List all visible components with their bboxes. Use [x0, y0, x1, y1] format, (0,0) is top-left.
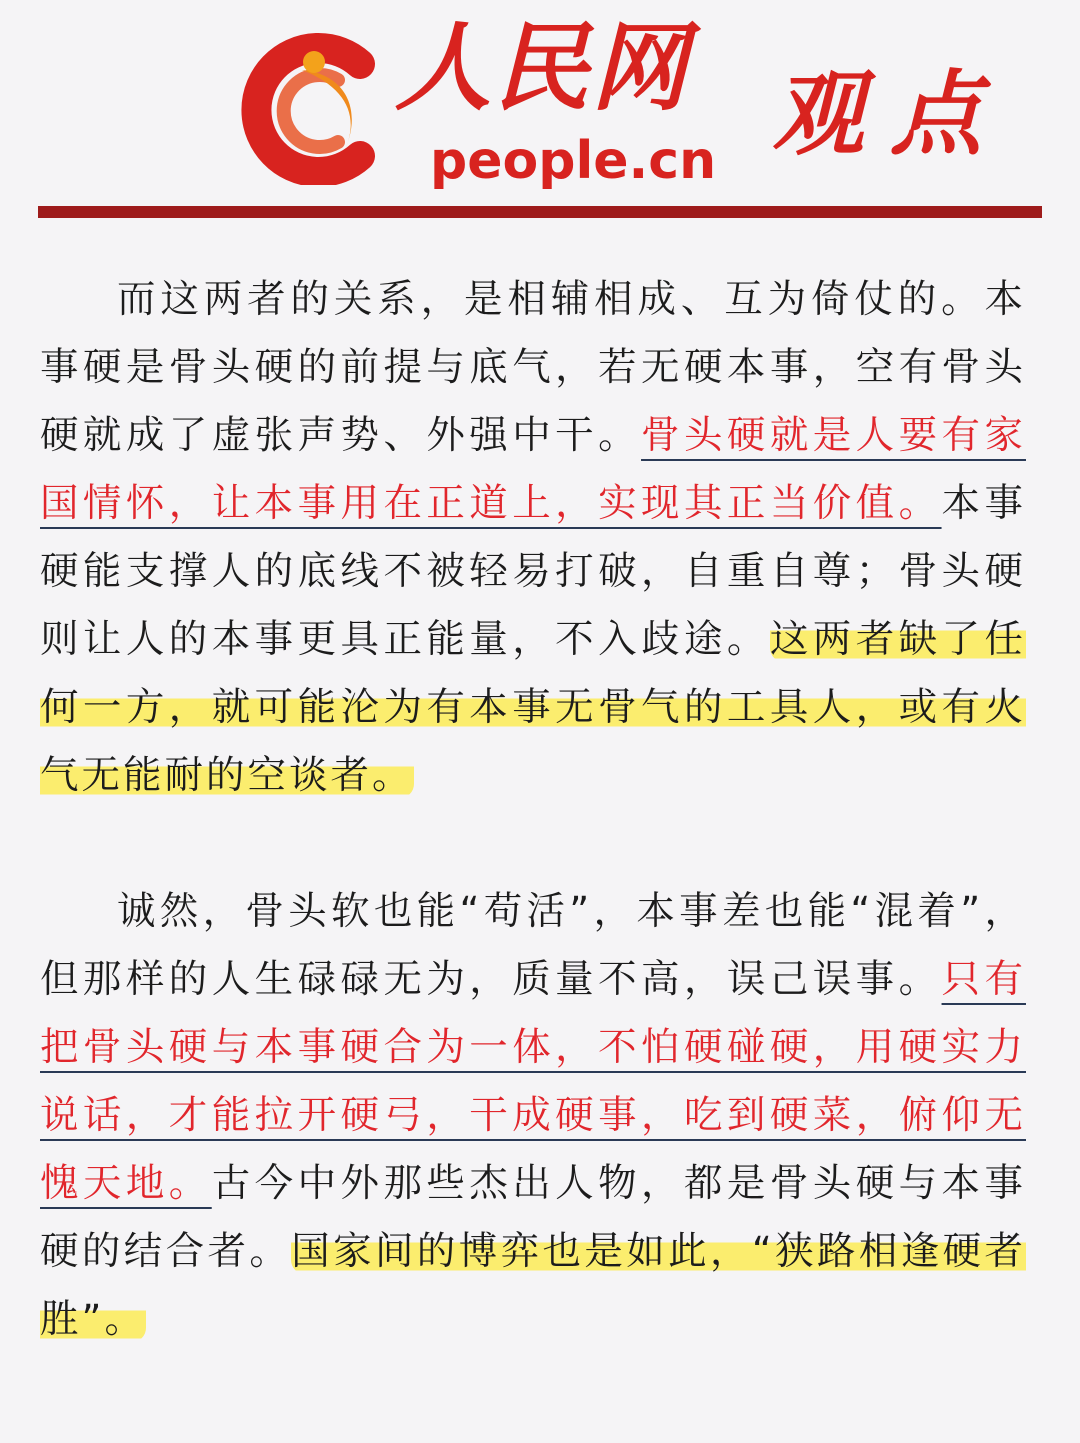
paragraph-2-emphasis: 只有把骨头硬与本事硬合为一体，不怕硬碰硬，用硬实力说话，才能拉开硬弓，干成硬事，吃到硬菜，俯仰无愧天地。 [40, 957, 1026, 1206]
header [0, 0, 1080, 220]
logo-wordmark-cn: 人民网 [395, 11, 689, 124]
paragraph-1-text-2: 本事硬能支撑人的底线不被轻易打破，自重自尊；骨头硬则让人的本事更具正能量，不入歧途。 [40, 481, 1026, 662]
paragraph-1 [40, 266, 1026, 810]
paragraph-1-emphasis: 骨头硬就是人要有家国情怀，让本事用在正道上，实现其正当价值。 [40, 413, 1026, 526]
section-title: 观点 [772, 60, 1009, 168]
paragraph-2-text: 诚然，骨头软也能“苟活”，本事差也能“混着”，但那样的人生碌碌无为，质量不高，误己误事。 [40, 889, 1026, 1002]
paragraph-2-text-2: 古今中外那些杰出人物，都是骨头硬与本事硬的结合者。 [40, 1161, 1026, 1274]
paragraph-2-highlight: 国家间的博弈也是如此，“狭路相逢硬者胜”。 [40, 1229, 1026, 1342]
people-daily-logo-icon [232, 30, 382, 185]
paragraph-2 [40, 878, 1026, 1354]
article-body [40, 266, 1026, 1354]
logo-wordmark-en: people.cn [430, 131, 717, 191]
header-divider [38, 206, 1042, 218]
paragraph-1-highlight: 这两者缺了任何一方，就可能沦为有本事无骨气的工具人，或有火气无能耐的空谈者。 [40, 617, 1026, 798]
paragraph-1-text: 而这两者的关系，是相辅相成、互为倚仗的。本事硬是骨头硬的前提与底气，若无硬本事，空有骨头硬就成了虚张声势、外强中干。 [40, 277, 1026, 458]
